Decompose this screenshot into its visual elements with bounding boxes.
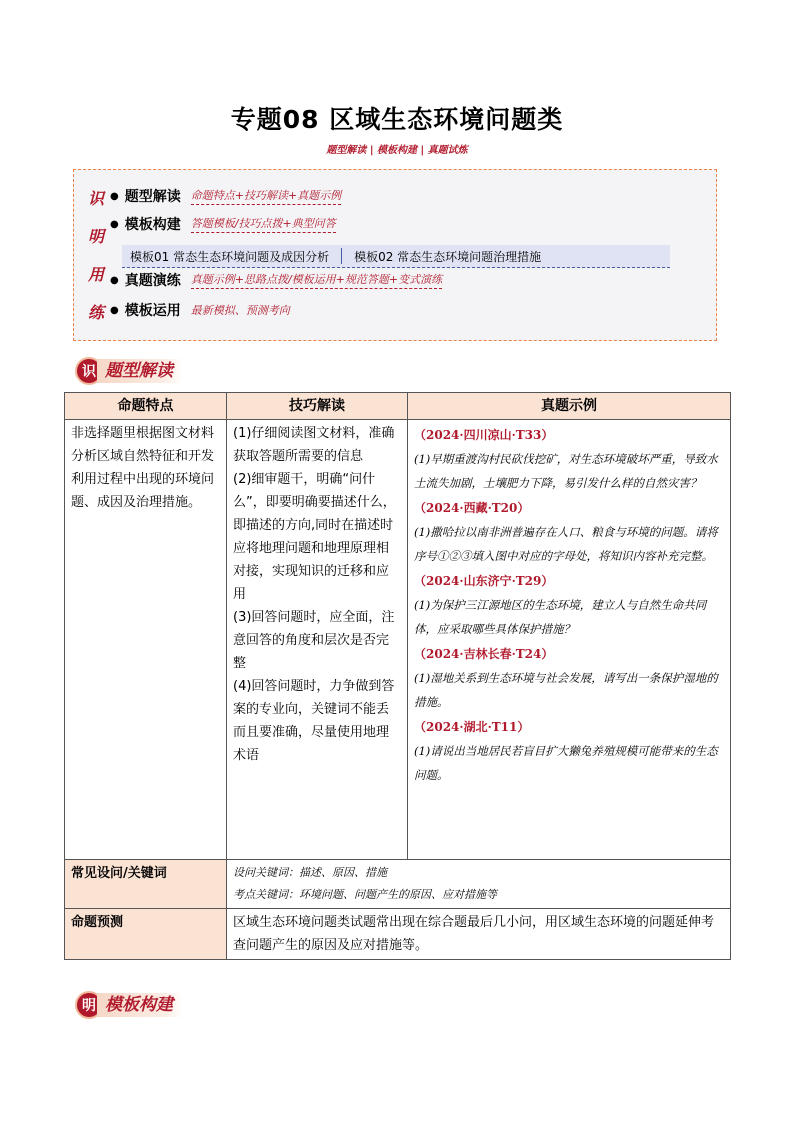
guide-row — [110, 214, 336, 234]
keyword-line: 设问关键词：描述、原因、措施 — [233, 866, 387, 879]
bullet-icon: ● — [110, 218, 119, 230]
template-item[interactable]: 模板02 常态生态环境问题治理措施 — [354, 249, 542, 264]
bullet-icon: ● — [110, 304, 119, 316]
example-text: (1)请说出当地居民若盲目扩大獭兔养殖规模可能带来的生态问题。 — [414, 744, 718, 782]
example-text: (1)撒哈拉以南非洲普遍存在人口、粮食与环境的问题。请将序号①②③填入图中对应的字母处，将知识内容补充完整。 — [414, 525, 718, 563]
table-header: 真题示例 — [408, 393, 731, 420]
example-source: （2024·湖北·T11） — [414, 720, 530, 734]
keywords-label: 常见设问/关键词 — [65, 860, 227, 909]
page-subtitle: 题型解读 | 模板构建 | 真题试炼 — [326, 145, 468, 156]
guide-char: 明 — [88, 227, 105, 246]
guide-row-label: 真题演练 — [124, 273, 181, 289]
guide-row-desc: 答题模板/技巧点拨+典型问答 — [191, 215, 336, 233]
examples-cell — [408, 420, 731, 860]
table-header: 技巧解读 — [227, 393, 408, 420]
guide-row-label: 题型解读 — [124, 189, 181, 205]
forecast-label: 命题预测 — [65, 909, 227, 960]
tips-cell — [227, 420, 408, 860]
example-text: (1)湿地关系到生态环境与社会发展，请写出一条保护湿地的措施。 — [414, 671, 718, 709]
divider — [341, 248, 342, 264]
guide-row-desc: 真题示例+思路点拨/模板运用+规范答题+变式演练 — [191, 271, 442, 289]
guide-side-chars — [88, 188, 108, 340]
forecast-cell: 区域生态环境问题类试题常出现在综合题最后几小问，用区域生态环境的问题延伸考查问题产生的原因及应对措施等。 — [227, 909, 731, 960]
bullet-icon: ● — [110, 190, 119, 202]
keywords-cell — [227, 860, 731, 909]
tip-item: (1)仔细阅读图文材料，准确获取答题所需要的信息 — [233, 426, 395, 464]
table-row — [65, 420, 731, 860]
guide-char: 练 — [88, 303, 105, 322]
guide-row-label: 模板构建 — [124, 217, 181, 233]
guide-row-label: 模板运用 — [124, 303, 181, 319]
table-header-row — [65, 393, 731, 420]
template-item[interactable]: 模板01 常态生态环境问题及成因分析 — [130, 249, 330, 264]
guide-row-desc: 最新模拟、预测考向 — [190, 303, 290, 317]
example-source: （2024·山东济宁·T29） — [414, 574, 554, 588]
example-source: （2024·四川凉山·T33） — [414, 428, 554, 442]
bullet-icon: ● — [110, 274, 119, 286]
keyword-line: 考点关键词：环境问题、问题产生的原因、应对措施等 — [233, 888, 497, 901]
section-label: 题型解读 — [97, 359, 183, 383]
template-bar — [122, 245, 670, 268]
tip-item: (3)回答问题时，应全面，注意回答的角度和层次是否完整 — [233, 610, 395, 671]
example-text: (1)早期重渡沟村民砍伐挖矿，对生态环境破坏严重，导致水土流失加剧，土壤肥力下降，易引发什么样的自然灾害？ — [414, 452, 718, 490]
table-header: 命题特点 — [65, 393, 227, 420]
example-text: (1)为保护三江源地区的生态环境，建立人与自然生命共同体，应采取哪些具体保护措施？ — [414, 598, 707, 636]
table-row — [65, 909, 731, 960]
tip-item: (2)细审题干，明确“问什么”，即要明确要描述什么，即描述的方向,同时在描述时应将地理问题和地理原理相对接，实现知识的迁移和应用 — [233, 472, 396, 602]
guide-row-desc: 命题特点+技巧解读+真题示例 — [191, 187, 341, 205]
guide-row — [110, 300, 290, 320]
tip-item: (4)回答问题时，力争做到答案的专业向，关键词不能丢而且要准确，尽量使用地理术语 — [233, 679, 395, 763]
page-title: 专题08 区域生态环境问题类 — [230, 105, 564, 134]
section-icon: 明 — [75, 991, 103, 1019]
section-header-template-building — [75, 991, 183, 1019]
section-header-question-reading — [75, 357, 183, 385]
guide-char: 识 — [88, 189, 105, 208]
example-source: （2024·吉林长春·T24） — [414, 647, 554, 661]
example-source: （2024·西藏·T20） — [414, 501, 530, 515]
guide-row — [110, 186, 341, 206]
features-cell: 非选择题里根据图文材料分析区域自然特征和开发利用过程中出现的环境问题、成因及治理措施。 — [65, 420, 227, 860]
guide-row — [110, 270, 442, 290]
section-label: 模板构建 — [97, 993, 183, 1017]
analysis-table — [64, 392, 731, 960]
section-icon: 识 — [75, 357, 103, 385]
table-row — [65, 860, 731, 909]
guide-box — [73, 169, 717, 341]
guide-char: 用 — [88, 265, 105, 284]
